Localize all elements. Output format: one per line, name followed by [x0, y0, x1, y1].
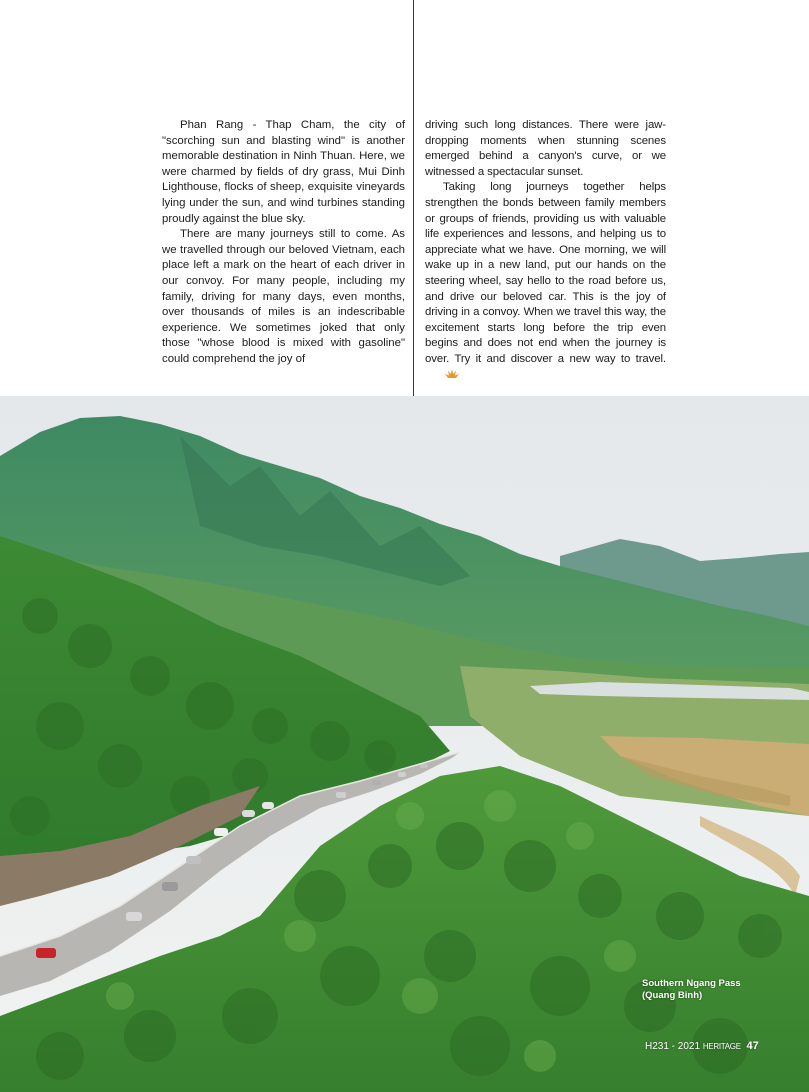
- lotus-end-icon: [427, 369, 459, 385]
- issue-number: H231 - 2021: [645, 1041, 701, 1052]
- paragraph-journeys: There are many journeys still to come. As we travelled through our beloved Vietnam, each place left a mark on the heart of each driver in our convoy. For many people, including my family, driving for many days, even months, over thousands of miles is an indescribable experience. We sometimes joked that only those "whose blood is mixed with gasoline" could comprehend the joy of: [162, 228, 405, 365]
- caption-location: Southern Ngang Pass: [642, 978, 741, 989]
- paragraph-conclusion: [425, 180, 666, 384]
- article-left-column: [162, 118, 405, 368]
- photo-caption: [642, 978, 741, 1002]
- article-right-column: [425, 118, 666, 384]
- magazine-name: HERITAGE: [702, 1042, 741, 1051]
- page-folio: [645, 1040, 759, 1052]
- page-number: 47: [746, 1040, 759, 1052]
- column-divider: [413, 0, 414, 404]
- paragraph-continued: driving such long distances. There were jaw-dropping moments when stunning scenes emerged behind a canyon's curve, or we witnessed a spectacular sunset.: [425, 119, 666, 178]
- conclusion-text: Taking long journeys together helps strengthen the bonds between family members or groups of friends, providing us with valuable life experiences and lessons, and helping us to appreciate what we have. One morning, we will wake up in a new land, put our hands on the steering wheel, say hello to the road before us, and drive our beloved car. This is the joy of driving in a convoy. When we travel this way, the excitement starts long before the trip even begins and does not end when the journey is over. Try it and discover a new way to travel.: [425, 181, 666, 365]
- paragraph-phan-rang: Phan Rang - Thap Cham, the city of "scorching sun and blasting wind" is another memorable destination in Ninh Thuan. Here, we were charmed by fields of dry grass, Mui Dinh Lighthouse, flocks of sheep, exquisite vineyards lying under the sun, and wind turbines standing proudly against the blue sky.: [162, 119, 405, 225]
- caption-province: (Quang Binh): [642, 990, 703, 1001]
